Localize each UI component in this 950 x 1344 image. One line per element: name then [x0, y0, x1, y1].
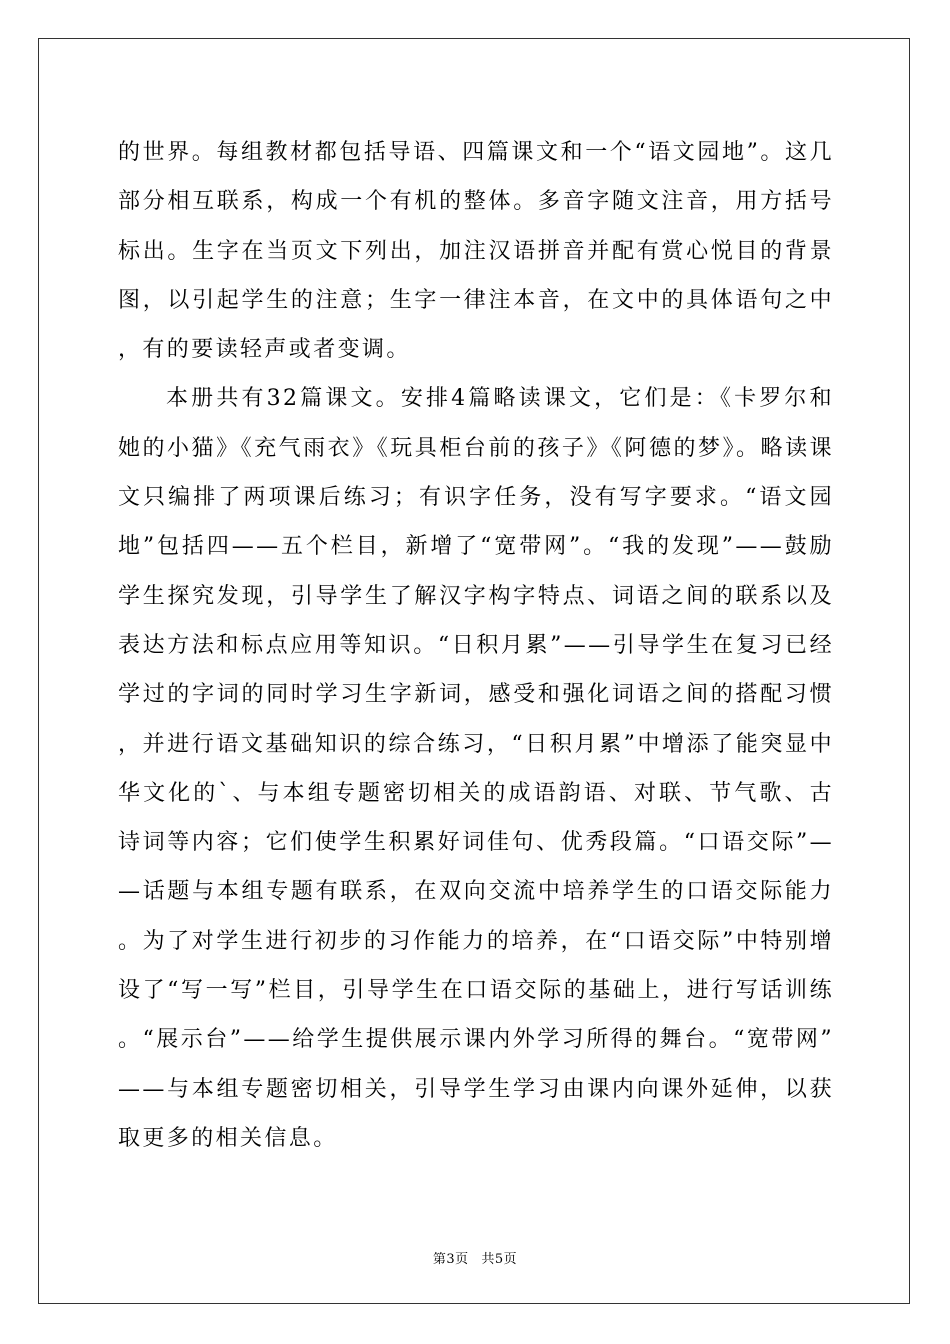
paragraph-continued: 的世界。每组教材都包括导语、四篇课文和一个“语文园地”。这几部分相互联系，构成一个有机的整体。多音字随文注音，用方括号标出。生字在当页文下列出，加注汉语拼音并配有赏心悦目的背景图，以引起学生的注意；生字一律注本音，在文中的具体语句之中，有的要读轻声或者变调。 [118, 140, 834, 363]
page-total: 共5页 [481, 1252, 518, 1267]
paragraph-textbook-structure: 本册共有32篇课文。安排4篇略读课文，它们是：《卡罗尔和她的小猫》《充气雨衣》《玩具柜台前的孩子》《阿德的梦》。略读课文只编排了两项课后练习；有识字任务，没有写字要求。“语文园地”包括四——五个栏目，新增了“宽带网”。“我的发现”——鼓励学生探究发现，引导学生了解汉字构字特点、词语之间的联系以及表达方法和标点应用等知识。“日积月累”——引导学生在复习已经学过的字词的同时学习生字新词，感受和强化词语之间的搭配习惯，并进行语文基础知识的综合练习，“日积月累”中增添了能突显中华文化的`、与本组专题密切相关的成语韵语、对联、节气歌、古诗词等内容；它们使学生积累好词佳句、优秀段篇。“口语交际”——话题与本组专题有联系，在双向交流中培养学生的口语交际能力。为了对学生进行初步的习作能力的培养，在“口语交际”中特别增设了“写一写”栏目，引导学生在口语交际的基础上，进行写话训练。“展示台”——给学生提供展示课内外学习所得的舞台。“宽带网”——与本组专题密切相关，引导学生学习由课内向课外延伸，以获取更多的相关信息。 [118, 386, 834, 1151]
page-footer [0, 1248, 950, 1267]
document-body [118, 128, 834, 1163]
page-number: 第3页 [432, 1252, 469, 1267]
